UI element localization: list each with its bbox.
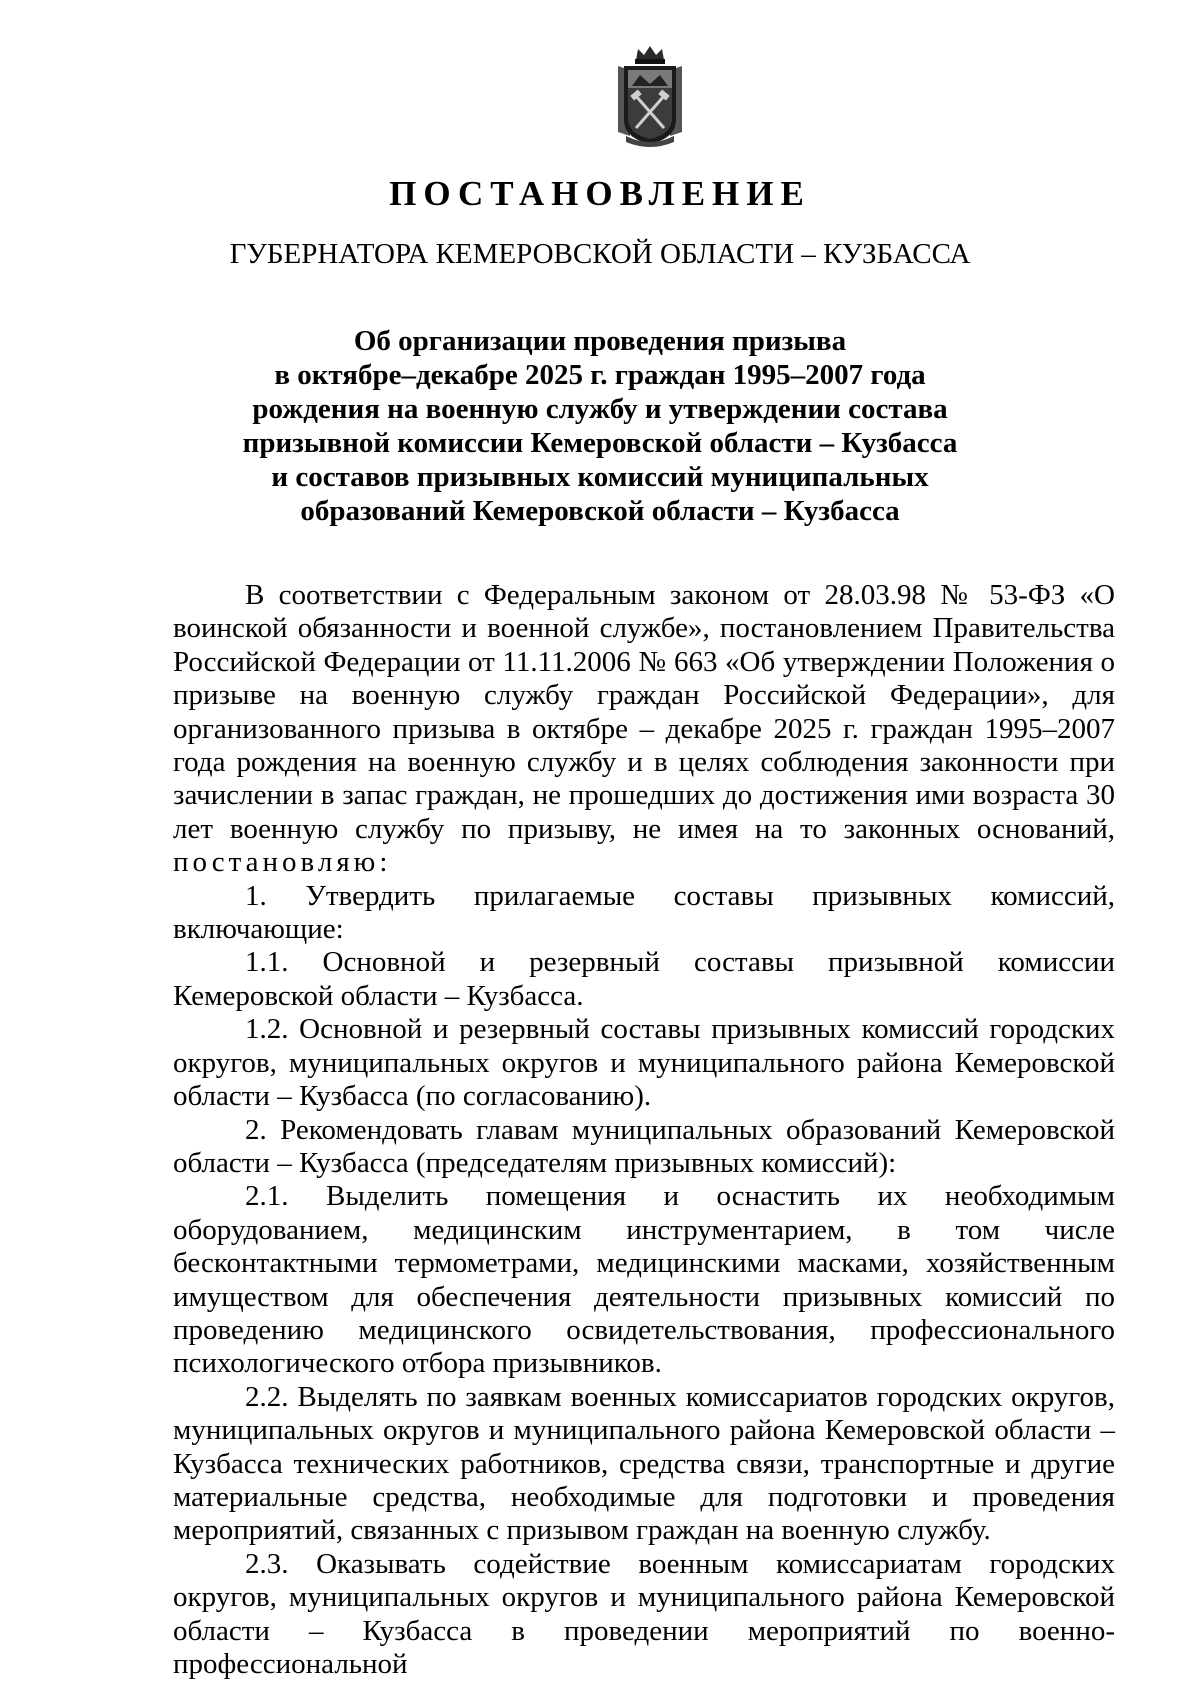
preamble-paragraph: В соответствии с Федеральным законом от 28.03.98 № 53-ФЗ «О воинской обязанности и военной службе», постановлением Правительства Российской Федерации от 11.11.2006 № 663 «Об утверждении Положения о призыве на военную службу граждан Российской Федерации», для организованного призыва в октябре – декабре 2025 г. граждан 1995–2007 года рождения на военную службу и в целях соблюдения законности при зачислении в запас граждан, не прошедших до достижения ими возраста 30 лет военную службу по призыву, не имея на то законных оснований, — [173, 579, 1115, 845]
document-title — [180, 324, 1020, 528]
title-line: образований Кемеровской области – Кузбасса — [300, 495, 900, 527]
title-line: и составов призывных комиссий муниципальных — [271, 461, 929, 493]
paragraph-2: 2. Рекомендовать главам муниципальных образований Кемеровской области – Кузбасса (председателям призывных комиссий): — [173, 1113, 1115, 1179]
title-line: призывной комиссии Кемеровской области – Кузбасса — [242, 427, 958, 459]
document-body — [173, 579, 1115, 1681]
issuer-heading: ГУБЕРНАТОРА КЕМЕРОВСКОЙ ОБЛАСТИ – КУЗБАССА — [229, 238, 971, 270]
paragraph-2-2: 2.2. Выделять по заявкам военных комиссариатов городских округов, муниципальных округов и муниципального района Кемеровской области – Кузбасса технических работников, средства связи, транспортные и другие материальные средства, необходимые для подготовки и проведения мероприятий, связанных с призывом граждан на военную службу. — [173, 1380, 1115, 1547]
paragraph-2-3: 2.3. Оказывать содействие военным комиссариатам городских округов, муниципальных округов и муниципального района Кемеровской области – Кузбасса в проведении мероприятий по военно-профессиональной — [173, 1547, 1115, 1680]
paragraph-1: 1. Утвердить прилагаемые составы призывных комиссий, включающие: — [173, 879, 1115, 946]
paragraph-2-1: 2.1. Выделить помещения и оснастить их необходимым оборудованием, медицинским инструментарием, в том числе бесконтактными термометрами, медицинскими масками, хозяйственным имуществом для обеспечения деятельности призывных комиссий по проведению медицинского освидетельствования, профессионального психологического отбора призывников. — [173, 1180, 1115, 1380]
document-type-heading: ПОСТАНОВЛЕНИЕ — [389, 174, 811, 213]
paragraph-1-2: 1.2. Основной и резервный составы призывных комиссий городских округов, муниципальных округов и муниципального района Кемеровской области – Кузбасса (по согласованию). — [173, 1013, 1115, 1113]
coat-of-arms-icon — [614, 44, 686, 150]
title-line: рождения на военную службу и утверждении состава — [252, 393, 948, 425]
paragraph-1-1: 1.1. Основной и резервный составы призывной комиссии Кемеровской области – Кузбасса. — [173, 946, 1115, 1012]
title-line: в октябре–декабре 2025 г. граждан 1995–2007 года — [274, 359, 926, 391]
decree-word: постановляю: — [173, 846, 392, 879]
title-line: Об организации проведения призыва — [353, 325, 847, 357]
